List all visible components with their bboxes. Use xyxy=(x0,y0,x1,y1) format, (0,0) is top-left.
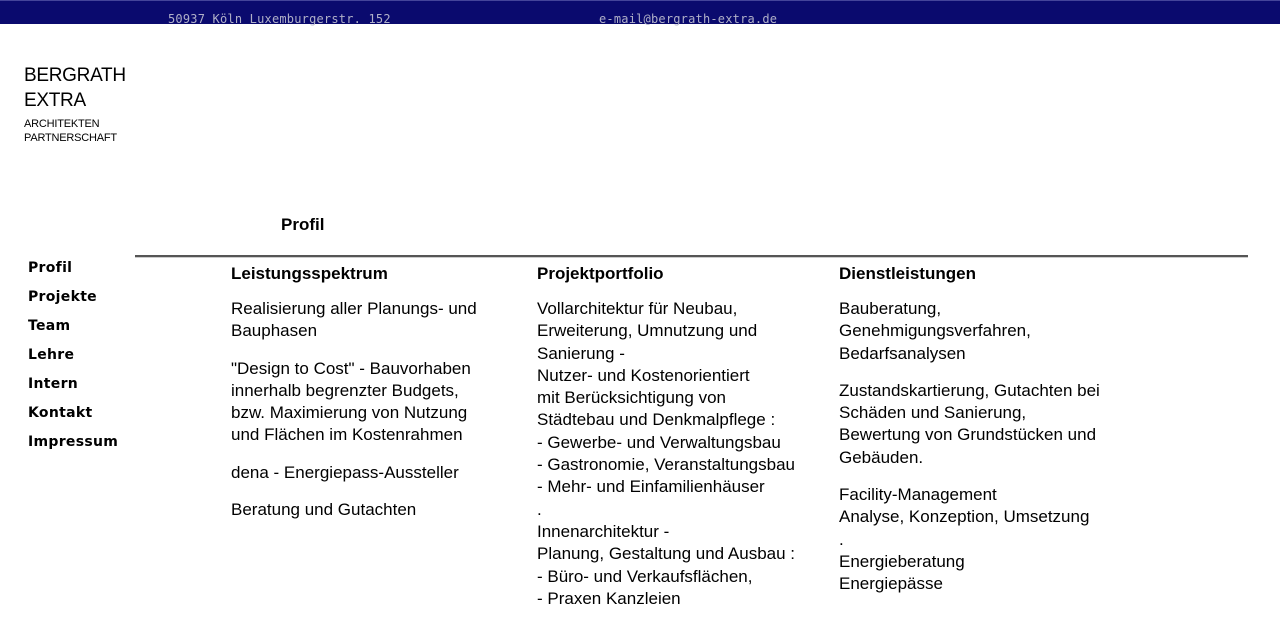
logo-line-4: PARTNERSCHAFT xyxy=(24,132,117,144)
column-paragraph: Vollarchitektur für Neubau, Erweiterung, Umnutzung und Sanierung - Nutzer- und Kostenorientiert mit Berücksichtigung von Städtebau und Denkmalpflege : - Gewerbe- und Verwaltungsbau - Gastronomie, Veranstaltungsbau - Mehr- und Einfamilienhäuser . Innenarchitektur - Planung, Gestaltung und Ausbau : - Büro- und Verkaufsflächen, - Praxen Kanzleien xyxy=(537,299,796,608)
column-leistungsspektrum xyxy=(231,264,521,536)
nav-item-lehre[interactable]: Lehre xyxy=(28,347,75,363)
column-paragraph: "Design to Cost" - Bauvorhaben innerhalb begrenzter Budgets, bzw. Maximierung von Nutzung und Flächen im Kostenrahmen xyxy=(231,358,471,445)
logo-line-2: EXTRA xyxy=(24,90,86,111)
nav-item-profil[interactable]: Profil xyxy=(28,260,73,276)
email-link[interactable]: e-mail@bergrath-extra.de xyxy=(599,12,778,26)
divider xyxy=(135,255,1248,258)
column-paragraph: Zustandskartierung, Gutachten bei Schäden und Sanierung, Bewertung von Grundstücken und Gebäuden. xyxy=(839,380,1100,467)
nav-item-projekte[interactable]: Projekte xyxy=(28,289,97,305)
main-nav xyxy=(28,254,118,457)
logo-line-1: BERGRATH xyxy=(24,65,126,86)
column-heading: Projektportfolio xyxy=(537,264,664,283)
column-paragraph: Realisierung aller Planungs- und Bauphasen xyxy=(231,299,477,341)
company-logo[interactable] xyxy=(24,63,126,145)
nav-item-kontakt[interactable]: Kontakt xyxy=(28,405,93,421)
column-paragraph: dena - Energiepass-Aussteller xyxy=(231,462,459,482)
page-title: Profil xyxy=(281,215,325,234)
column-heading: Dienstleistungen xyxy=(839,264,976,283)
column-dienstleistungen xyxy=(839,264,1139,611)
column-projektportfolio xyxy=(537,264,827,625)
column-paragraph: Beratung und Gutachten xyxy=(231,500,417,520)
nav-item-impressum[interactable]: Impressum xyxy=(28,434,119,450)
nav-item-intern[interactable]: Intern xyxy=(28,376,79,392)
column-heading: Leistungsspektrum xyxy=(231,264,388,283)
address-text: 50937 Köln Luxemburgerstr. 152 xyxy=(168,12,391,26)
top-bar xyxy=(0,0,1280,24)
column-paragraph: Bauberatung, Genehmigungsverfahren, Bedarfsanalysen xyxy=(839,299,1031,363)
nav-item-team[interactable]: Team xyxy=(28,318,71,334)
logo-line-3: ARCHITEKTEN xyxy=(24,118,100,130)
column-paragraph: Facility-Management Analyse, Konzeption, Umsetzung . Energieberatung Energiepässe xyxy=(839,485,1090,594)
